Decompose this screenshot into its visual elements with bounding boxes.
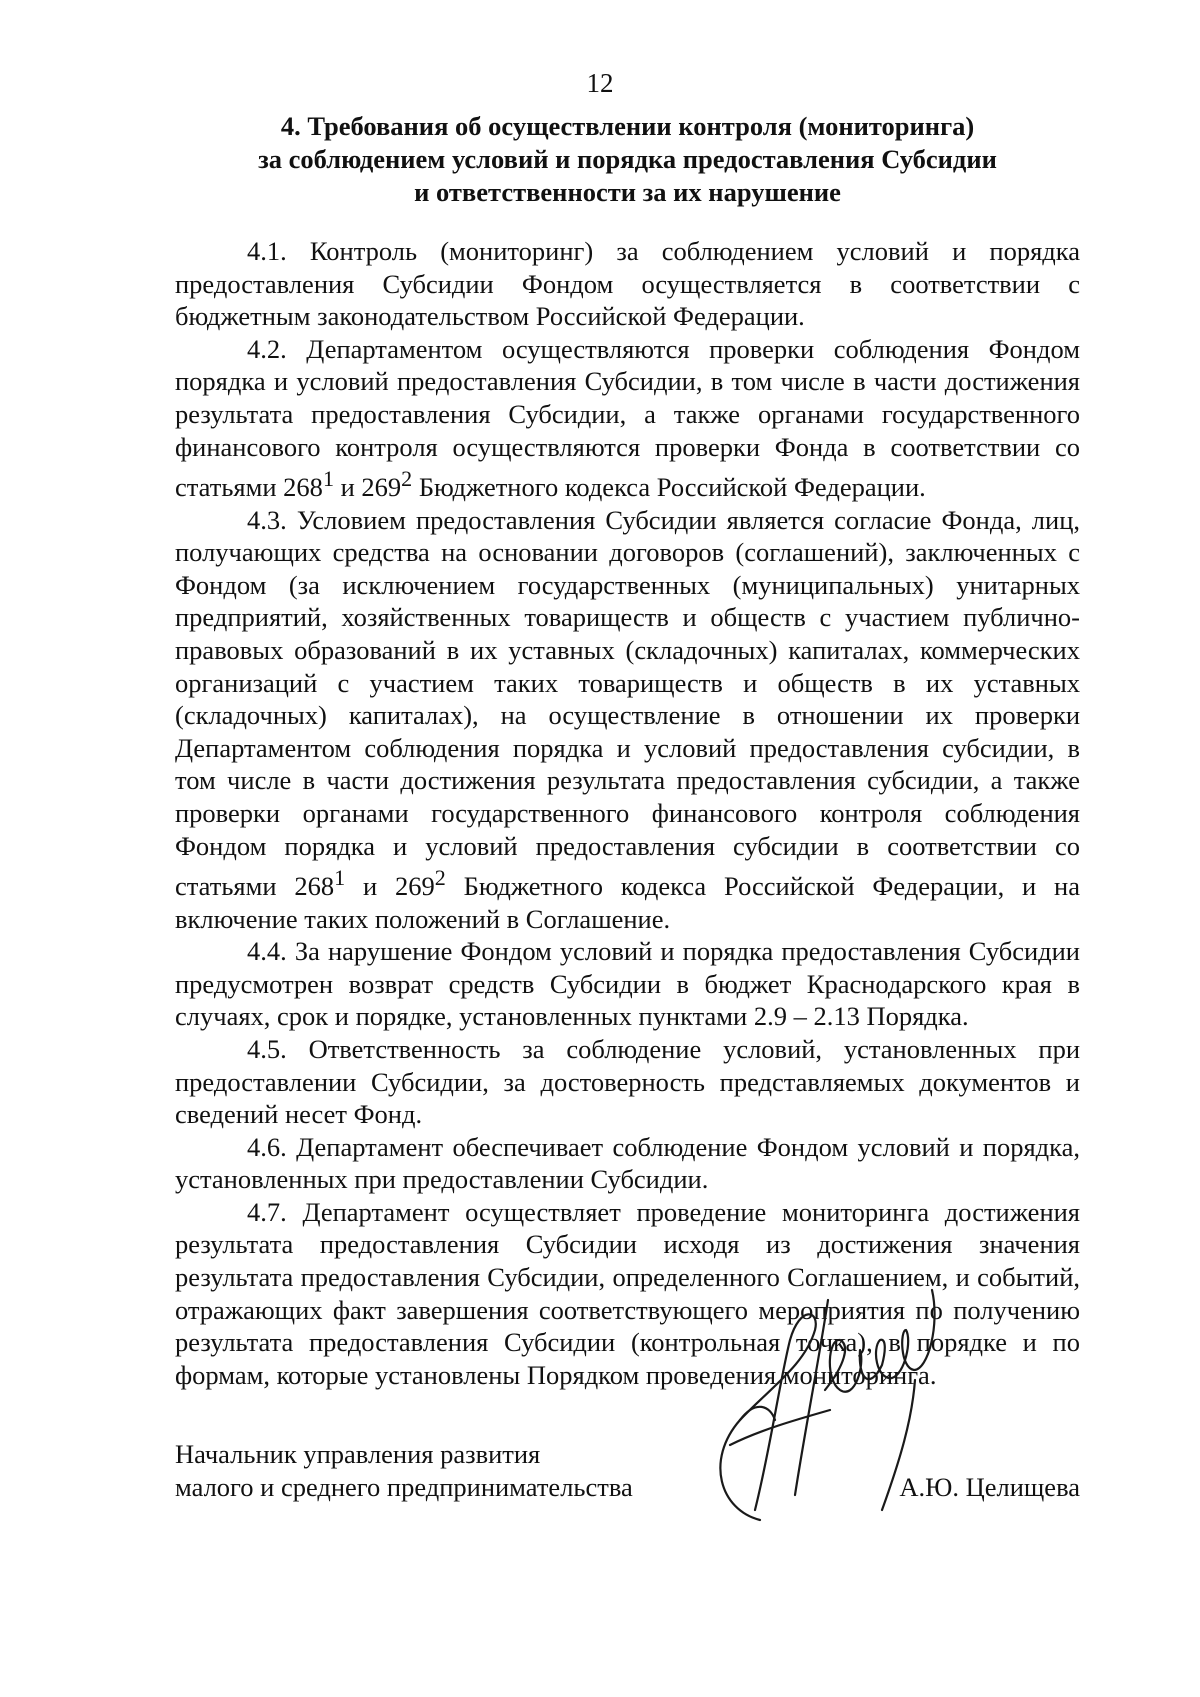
paragraph-text: Бюджетного кодекса Российской Федерации. (412, 471, 926, 502)
paragraph-4-1: 4.1. Контроль (мониторинг) за соблюдением условий и порядка предоставления Субсидии Фондом осуществляется в соответствии с бюджетным законодательством Российской Федерации. (175, 236, 1080, 332)
paragraph-4-7: 4.7. Департамент осуществляет проведение мониторинга достижения результата предоставления Субсидии исходя из достижения значения результата предоставления Субсидии, определенного Соглашением, и событий, отражающих факт завершения соответствующего мероприятия по получению результата предоставления Субсидии (контрольная точка), в порядке и по формам, которые установлены Порядком проведения мониторинга. (175, 1196, 1080, 1390)
paragraph-4-2 (175, 333, 1080, 504)
superscript: 2 (401, 466, 413, 492)
section-title-line-3: и ответственности за их нарушение (414, 177, 841, 207)
superscript: 2 (434, 865, 446, 891)
paragraph-text: 4.2. Департаментом осуществляются проверки соблюдения Фондом порядка и условий предоставления Субсидии, в том числе в части достижения результата предоставления Субсидии, а также органами государственного финансового контроля осуществляются проверки Фонда в соответствии со статьями 268 (175, 333, 1080, 502)
signature-block (175, 1438, 1080, 1518)
paragraph-4-3 (175, 504, 1080, 936)
superscript: 1 (322, 466, 334, 492)
signer-title-line-2: малого и среднего предпринимательства (175, 1472, 633, 1502)
signer-title (175, 1438, 633, 1504)
section-title-line-1: 4. Требования об осуществлении контроля (мониторинга) (280, 111, 975, 141)
paragraph-4-5: 4.5. Ответственность за соблюдение условий, установленных при предоставлении Субсидии, за достоверность представляемых документов и сведений несет Фонд. (175, 1033, 1080, 1130)
paragraph-text: Бюджетного кодекса Российской Федерации, и на включение таких положений в Соглашение. (175, 870, 1080, 934)
section-title (175, 110, 1080, 209)
signer-title-line-1: Начальник управления развития (175, 1439, 541, 1469)
paragraph-4-4: 4.4. За нарушение Фондом условий и порядка предоставления Субсидии предусмотрен возврат средств Субсидии в бюджет Краснодарского края в случаях, срок и порядке, установленных пунктами 2.9 – 2.13 Порядка. (175, 936, 1080, 1032)
paragraph-4-6: 4.6. Департамент обеспечивает соблюдение Фондом условий и порядка, установленных при предоставлении Субсидии. (175, 1131, 1080, 1195)
superscript: 1 (334, 865, 346, 891)
signer-name: А.Ю. Целищева (899, 1472, 1080, 1502)
paragraph-text: и 269 (333, 471, 402, 502)
page-number: 12 (586, 68, 614, 98)
section-title-line-2: за соблюдением условий и порядка предоставления Субсидии (258, 144, 997, 174)
paragraph-text: и 269 (345, 870, 435, 901)
document-body (175, 235, 1080, 1391)
paragraph-text: 4.3. Условием предоставления Субсидии является согласие Фонда, лиц, получающих средства на основании договоров (соглашений), заключенных с Фондом (за исключением государственных (муниципальных) унитарных предприятий, хозяйственных товариществ и обществ с участием публично-правовых образований в их уставных (складочных) капиталах, коммерческих организаций с участием таких товариществ и обществ в их уставных (складочных) капиталах), на осуществление в отношении их проверки Департаментом соблюдения порядка и условий предоставления субсидии, в том числе в части достижения результата предоставления субсидии, а также проверки органами государственного финансового контроля соблюдения Фондом порядка и условий предоставления субсидии в соответствии со статьями 268 (175, 504, 1080, 901)
